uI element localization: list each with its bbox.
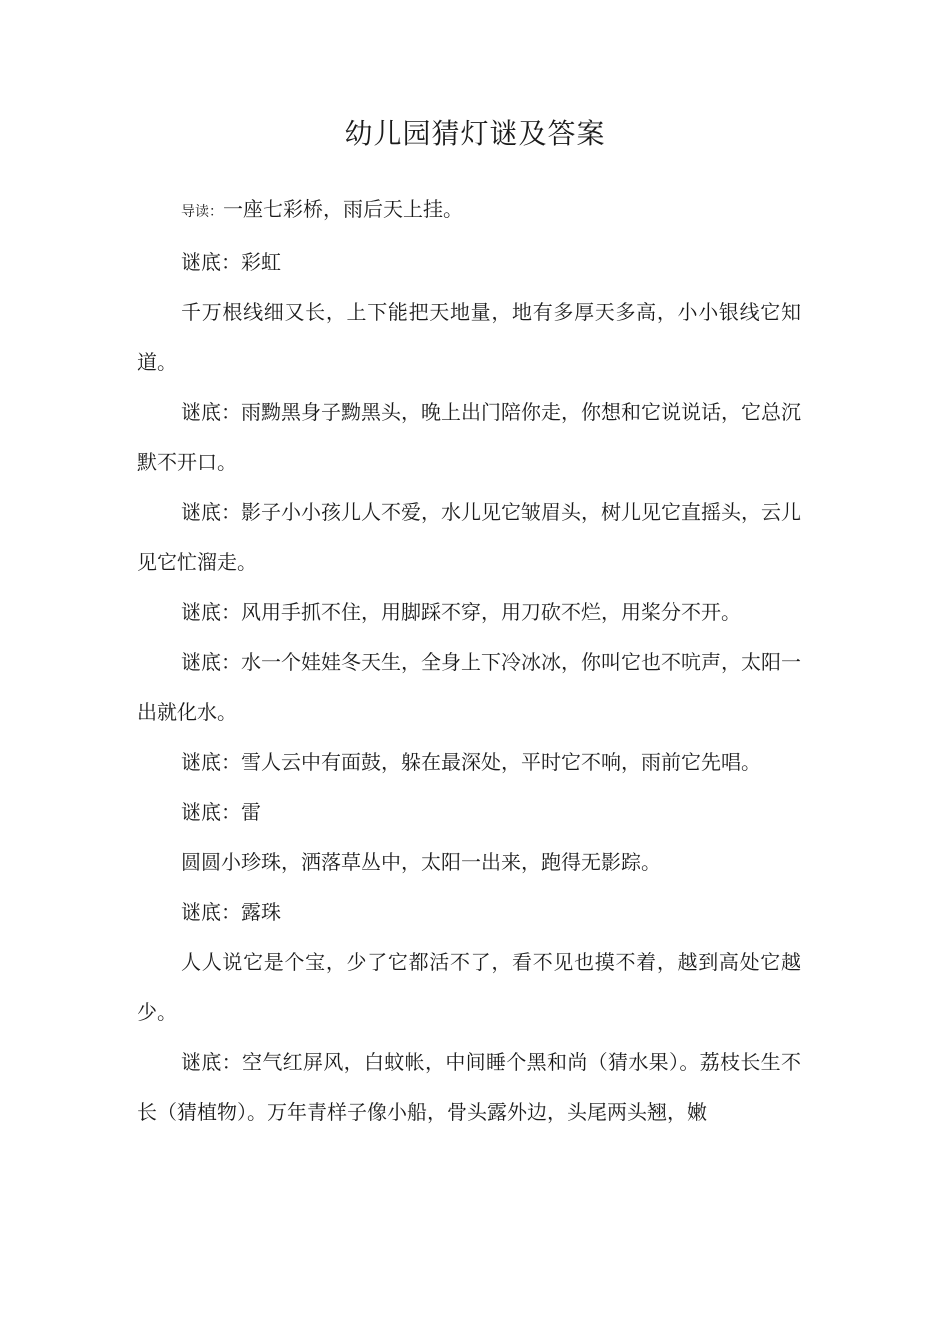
paragraph: 谜底：风用手抓不住，用脚踩不穿，用刀砍不烂，用桨分不开。 bbox=[181, 600, 741, 624]
paragraph: 谜底：露珠 bbox=[181, 900, 281, 924]
paragraph: 谜底：雪人云中有面鼓，躲在最深处，平时它不响，雨前它先唱。 bbox=[181, 750, 761, 774]
paragraph: 千万根线细又长，上下能把天地量，地有多厚天多高，小小银线它知道。 bbox=[137, 300, 801, 374]
paragraph: 人人说它是个宝，少了它都活不了，看不见也摸不着，越到高处它越少。 bbox=[137, 950, 801, 1024]
paragraph: 谜底：空气红屏风，白蚊帐，中间睡个黑和尚（猜水果）。荔枝长生不长（猜植物）。万年青样子像小船，骨头露外边，头尾两头翘，嫩 bbox=[137, 1050, 801, 1124]
document-body bbox=[137, 184, 801, 1137]
intro-paragraph bbox=[137, 184, 801, 237]
paragraph: 谜底：雨黝黑身子黝黑头，晚上出门陪你走，你想和它说说话，它总沉默不开口。 bbox=[137, 400, 801, 474]
paragraph: 谜底：影子小小孩儿人不爱，水儿见它皱眉头，树儿见它直摇头，云儿见它忙溜走。 bbox=[137, 500, 801, 574]
paragraph: 圆圆小珍珠，洒落草丛中，太阳一出来，跑得无影踪。 bbox=[181, 850, 661, 874]
paragraph: 谜底：彩虹 bbox=[181, 250, 281, 274]
document-title: 幼儿园猜灯谜及答案 bbox=[344, 117, 606, 150]
paragraph: 谜底：雷 bbox=[181, 800, 261, 824]
intro-label: 导读： bbox=[181, 204, 223, 220]
paragraph: 谜底：水一个娃娃冬天生，全身上下冷冰冰，你叫它也不吭声，太阳一出就化水。 bbox=[137, 650, 801, 724]
intro-text: 一座七彩桥，雨后天上挂。 bbox=[223, 197, 463, 221]
